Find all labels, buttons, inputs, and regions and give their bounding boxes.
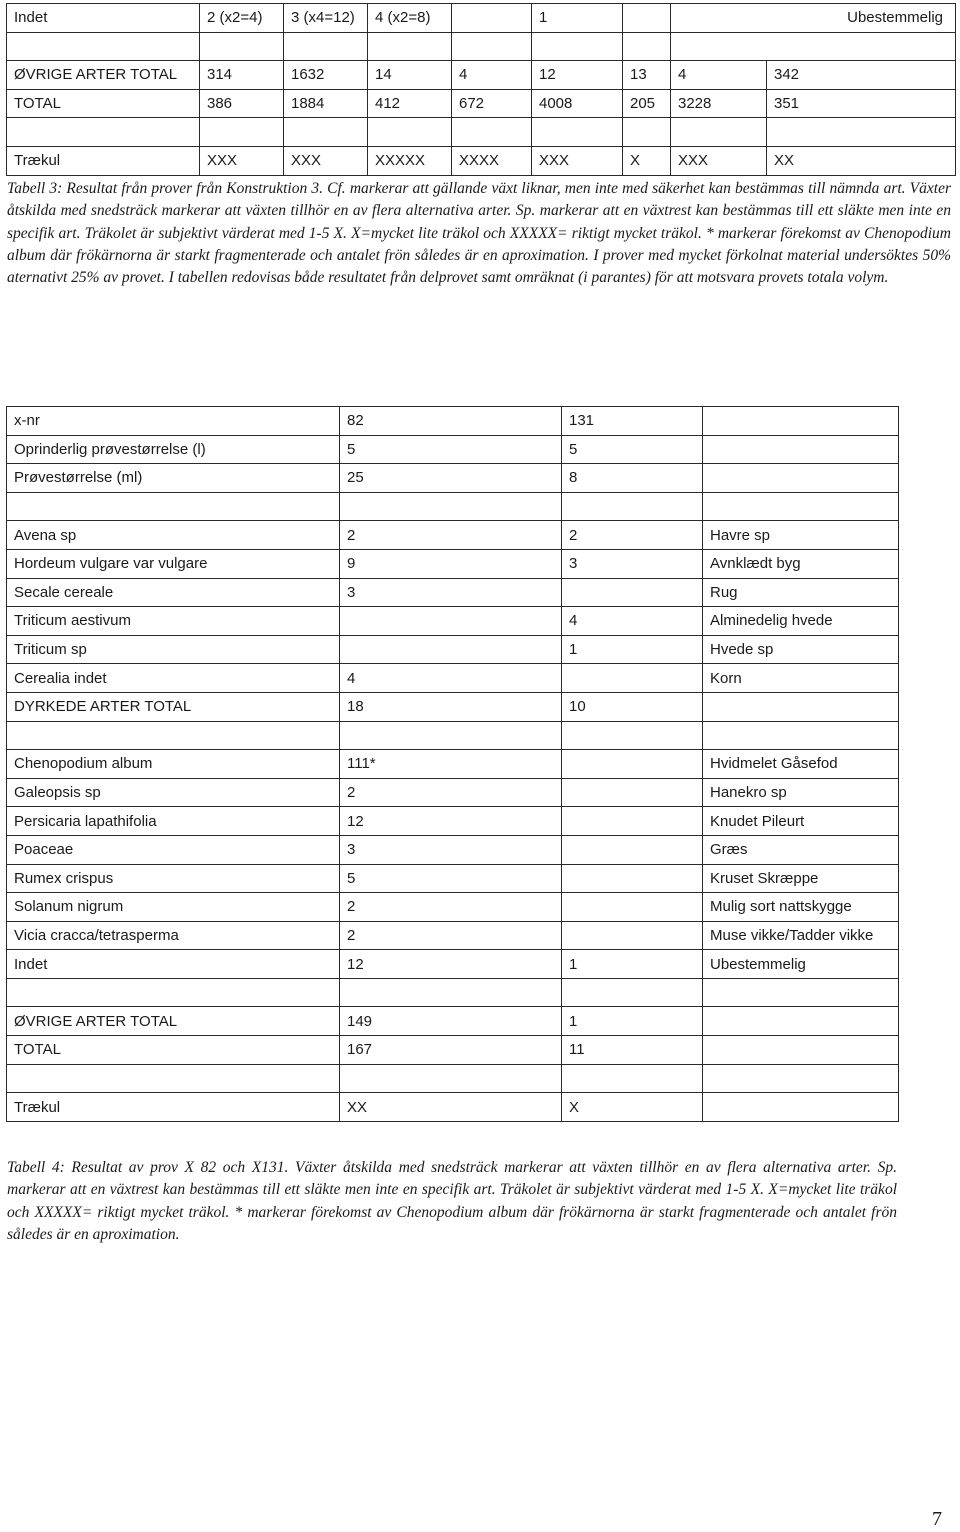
table-row (7, 549, 899, 578)
table-cell: Indet (7, 950, 340, 979)
table-cell: 12 (532, 61, 623, 90)
table-cell: Indet (7, 4, 200, 33)
table-cell (340, 607, 562, 636)
table-cell: 4 (452, 61, 532, 90)
table-cell: Avnklædt byg (703, 549, 899, 578)
table-cell (623, 32, 671, 61)
table-cell (562, 778, 703, 807)
table-cell (340, 1064, 562, 1093)
table-cell (7, 1064, 340, 1093)
table-cell: ØVRIGE ARTER TOTAL (7, 1007, 340, 1036)
table-cell: XX (340, 1093, 562, 1122)
table-cell (562, 893, 703, 922)
table-cell: 3 (x4=12) (284, 4, 368, 33)
table-cell (532, 118, 623, 147)
table-cell: Triticum sp (7, 635, 340, 664)
table-cell: 2 (562, 521, 703, 550)
table-cell (562, 835, 703, 864)
table-row (7, 146, 956, 175)
table-cell: 4008 (532, 89, 623, 118)
table-cell: Kruset Skræppe (703, 864, 899, 893)
table-row (7, 521, 899, 550)
table-row (7, 118, 956, 147)
table-cell: 8 (562, 464, 703, 493)
table-cell: Alminedelig hvede (703, 607, 899, 636)
table-cell: 342 (767, 61, 956, 90)
table-cell: 82 (340, 407, 562, 436)
table-cell (562, 664, 703, 693)
table-cell: Rumex crispus (7, 864, 340, 893)
table-row (7, 664, 899, 693)
table-cell (703, 1093, 899, 1122)
table-cell (452, 32, 532, 61)
table-row (7, 89, 956, 118)
table-cell (200, 118, 284, 147)
table-cell: Ubestemmelig (703, 950, 899, 979)
table-row (7, 1036, 899, 1065)
table-cell: Mulig sort nattskygge (703, 893, 899, 922)
table-row (7, 635, 899, 664)
table-cell: 149 (340, 1007, 562, 1036)
table-cell: Solanum nigrum (7, 893, 340, 922)
table-row (7, 4, 956, 33)
table-cell (703, 1064, 899, 1093)
table-cell: TOTAL (7, 89, 200, 118)
table-cell: Cerealia indet (7, 664, 340, 693)
table-cell (7, 492, 340, 521)
table-cell (368, 118, 452, 147)
table-cell: Korn (703, 664, 899, 693)
table-cell: Poaceae (7, 835, 340, 864)
table-row (7, 778, 899, 807)
table-cell: 672 (452, 89, 532, 118)
table-cell: Vicia cracca/tetrasperma (7, 921, 340, 950)
table-cell: 3 (562, 549, 703, 578)
table-cell: Avena sp (7, 521, 340, 550)
table-row (7, 607, 899, 636)
table-row (7, 407, 899, 436)
table-cell: 5 (340, 864, 562, 893)
table-row (7, 864, 899, 893)
table-row (7, 750, 899, 779)
table-cell: Muse vikke/Tadder vikke (703, 921, 899, 950)
table-cell: Ubestemmelig (671, 4, 956, 33)
table-cell: Chenopodium album (7, 750, 340, 779)
table-cell: X (562, 1093, 703, 1122)
table-cell: Persicaria lapathifolia (7, 807, 340, 836)
table-row (7, 1093, 899, 1122)
table-cell (562, 1064, 703, 1093)
table-cell (623, 4, 671, 33)
table-row (7, 492, 899, 521)
table-row (7, 61, 956, 90)
table-row (7, 721, 899, 750)
table-cell: 12 (340, 807, 562, 836)
results-table-samples-82-131 (6, 406, 899, 1122)
table-cell (452, 4, 532, 33)
table-cell: Oprinderlig prøvestørrelse (l) (7, 435, 340, 464)
table-cell: Knudet Pileurt (703, 807, 899, 836)
table-cell: Trækul (7, 146, 200, 175)
table-row (7, 835, 899, 864)
table-cell: 2 (x2=4) (200, 4, 284, 33)
table-row (7, 950, 899, 979)
table-cell (7, 721, 340, 750)
table-cell: 4 (340, 664, 562, 693)
table-cell (703, 721, 899, 750)
table-cell: XXX (200, 146, 284, 175)
table-row (7, 978, 899, 1007)
table-cell: DYRKEDE ARTER TOTAL (7, 692, 340, 721)
table-cell: XXXX (452, 146, 532, 175)
table-cell: Galeopsis sp (7, 778, 340, 807)
table-row (7, 692, 899, 721)
table-cell (368, 32, 452, 61)
table-cell: 3 (340, 578, 562, 607)
table-cell (562, 492, 703, 521)
table-3-caption: Tabell 3: Resultat från prover från Konstruktion 3. Cf. markerar att gällande växt liknar, men inte med säkerhet kan bestämmas till nämnda art. Växter åtskilda med snedsträck markerar att växten tillhör en av flera alternativa arter. Sp. markerar att en växtrest kan bestämmas till ett släkte men inte en specifik art. Träkolet är subjektivt värderat med 1-5 X. X=mycket lite träkol och XXXXX= riktigt mycket träkol. * markerar förekomst av Chenopodium album där frökärnorna är starkt fragmenterade och antalet frön således är en aproximation. I prover med mycket förkolnat material undersöktes 50% aternativt 25% av provet. I tabellen redovisas både resultatet från delprovet samt omräknat (i parantes) för att motsvara provets totala volym. (7, 180, 951, 287)
table-cell (562, 921, 703, 950)
table-cell (284, 118, 368, 147)
table-cell: 14 (368, 61, 452, 90)
table-cell: 351 (767, 89, 956, 118)
table-cell: 5 (340, 435, 562, 464)
table-row (7, 32, 956, 61)
table-cell: Triticum aestivum (7, 607, 340, 636)
table-cell: x-nr (7, 407, 340, 436)
table-cell: 205 (623, 89, 671, 118)
table-cell (562, 978, 703, 1007)
table-cell (452, 118, 532, 147)
table-cell (623, 118, 671, 147)
table-cell (340, 635, 562, 664)
table-cell (7, 118, 200, 147)
table-cell (767, 118, 956, 147)
table-cell: 11 (562, 1036, 703, 1065)
table-cell: 4 (x2=8) (368, 4, 452, 33)
table-cell: Rug (703, 578, 899, 607)
table-cell: 1 (562, 1007, 703, 1036)
table-cell (562, 721, 703, 750)
table-cell (562, 578, 703, 607)
table-cell: Hordeum vulgare var vulgare (7, 549, 340, 578)
table-cell (284, 32, 368, 61)
table-cell (340, 721, 562, 750)
table-cell: 1 (562, 635, 703, 664)
table-cell (703, 1007, 899, 1036)
table-cell: 314 (200, 61, 284, 90)
table-cell: 1884 (284, 89, 368, 118)
table-row (7, 435, 899, 464)
table-cell: 4 (671, 61, 767, 90)
table-cell: 1 (562, 950, 703, 979)
table-cell: 131 (562, 407, 703, 436)
table-cell: Hanekro sp (703, 778, 899, 807)
table-cell: ØVRIGE ARTER TOTAL (7, 61, 200, 90)
table-row (7, 464, 899, 493)
table-cell (703, 492, 899, 521)
table-cell (703, 464, 899, 493)
table-cell (562, 750, 703, 779)
table-cell: XXXXX (368, 146, 452, 175)
page-number: 7 (932, 1508, 942, 1530)
table-cell (562, 864, 703, 893)
table-row (7, 893, 899, 922)
table-cell (703, 692, 899, 721)
table-cell (703, 978, 899, 1007)
table-cell: 1632 (284, 61, 368, 90)
table-cell (532, 32, 623, 61)
table-cell: 2 (340, 778, 562, 807)
table-cell (7, 32, 200, 61)
table-cell: 3 (340, 835, 562, 864)
table-cell: X (623, 146, 671, 175)
table-cell (562, 807, 703, 836)
table-cell (703, 407, 899, 436)
table-cell: 4 (562, 607, 703, 636)
table-cell: Havre sp (703, 521, 899, 550)
table-cell (7, 978, 340, 1007)
table-cell: 167 (340, 1036, 562, 1065)
table-cell: 2 (340, 921, 562, 950)
table-cell: 5 (562, 435, 703, 464)
table-cell: Hvede sp (703, 635, 899, 664)
table-cell (671, 118, 767, 147)
results-table-construction-3 (6, 3, 956, 176)
table-cell: 2 (340, 521, 562, 550)
table-cell (340, 978, 562, 1007)
table-cell: 111* (340, 750, 562, 779)
table-row (7, 1064, 899, 1093)
table-4-caption: Tabell 4: Resultat av prov X 82 och X131. Växter åtskilda med snedsträck markerar att växten tillhör en av flera alternativa arter. Sp. markerar att en växtrest kan bestämmas till ett släkte men inte en specifik art. Träkolet är subjektivt värderat med 1-5 X. X=mycket lite träkol och XXXXX= riktigt mycket träkol. * markerar förekomst av Chenopodium album där frökärnorna är starkt fragmenterade och antalet frön således är en aproximation. (7, 1159, 897, 1243)
table-cell: 12 (340, 950, 562, 979)
table-cell: 9 (340, 549, 562, 578)
table-row (7, 578, 899, 607)
table-cell: Græs (703, 835, 899, 864)
table-row (7, 921, 899, 950)
table-cell: XXX (532, 146, 623, 175)
table-cell: 2 (340, 893, 562, 922)
table-cell: 1 (532, 4, 623, 33)
table-cell (703, 1036, 899, 1065)
table-cell: 10 (562, 692, 703, 721)
table-cell: 386 (200, 89, 284, 118)
table-cell: TOTAL (7, 1036, 340, 1065)
table-cell: 18 (340, 692, 562, 721)
table-cell: XXX (284, 146, 368, 175)
table-cell: 25 (340, 464, 562, 493)
table-cell: 13 (623, 61, 671, 90)
table-cell: Trækul (7, 1093, 340, 1122)
table-row (7, 807, 899, 836)
table-cell: 412 (368, 89, 452, 118)
table-cell: Prøvestørrelse (ml) (7, 464, 340, 493)
table-cell: XX (767, 146, 956, 175)
table-cell (671, 32, 956, 61)
table-cell: 3228 (671, 89, 767, 118)
table-cell: Hvidmelet Gåsefod (703, 750, 899, 779)
table-cell: XXX (671, 146, 767, 175)
table-cell (340, 492, 562, 521)
table-cell (703, 435, 899, 464)
table-cell: Secale cereale (7, 578, 340, 607)
table-cell (200, 32, 284, 61)
table-row (7, 1007, 899, 1036)
